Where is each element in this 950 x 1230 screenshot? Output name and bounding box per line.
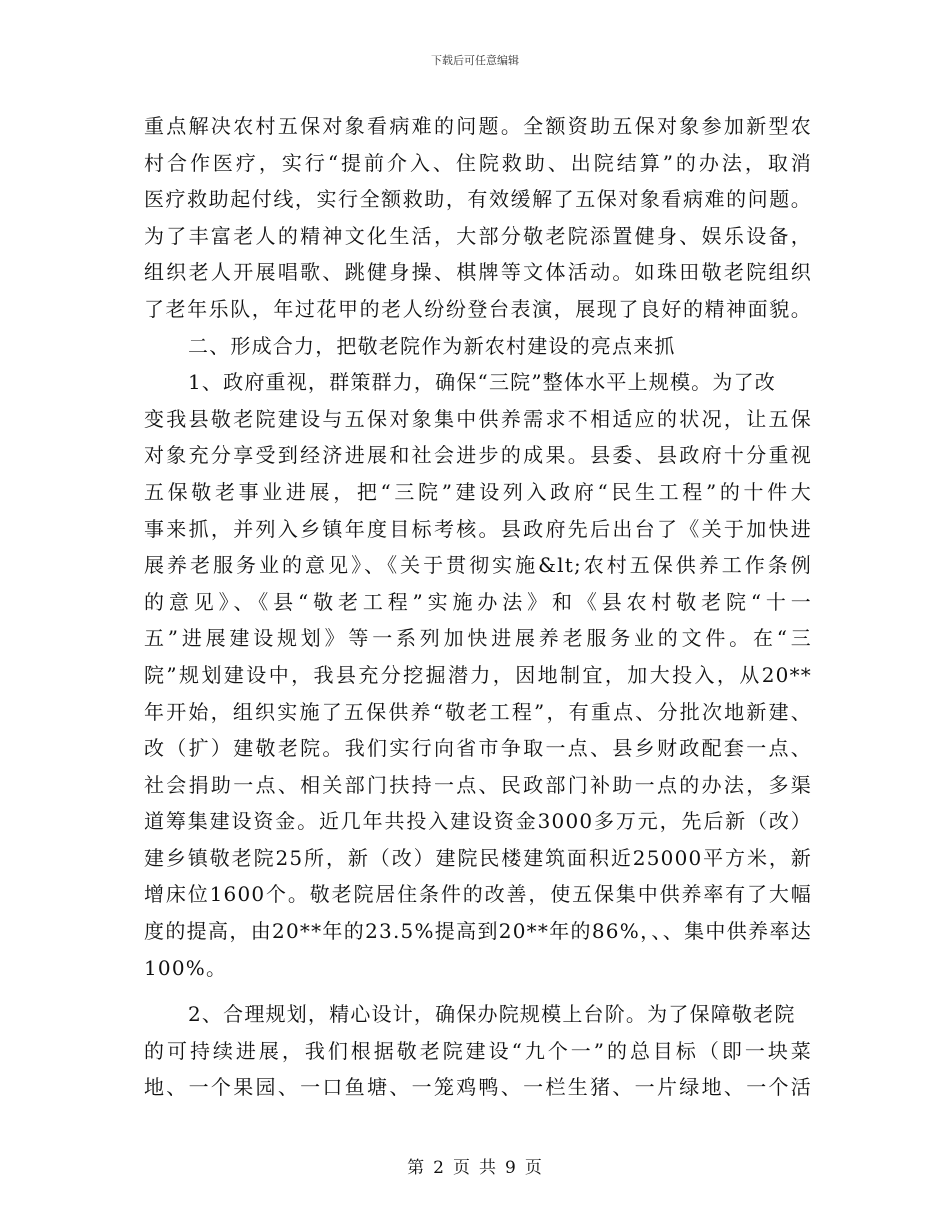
text-line: 医疗救助起付线，实行全额救助，有效缓解了五保对象看病难的问题。	[144, 187, 812, 212]
page-total-number: 9	[505, 1158, 517, 1178]
text-line: 展养老服务业的意见》、《关于贯彻实施&lt;农村五保供养工作条例	[144, 553, 812, 578]
text-line: 建乡镇敬老院25所，新（改）建院民楼建筑面积近25000平方米，新	[144, 845, 812, 870]
text-line: 地、一个果园、一口鱼塘、一笼鸡鸭、一栏生猪、一片绿地、一个活	[144, 1075, 812, 1100]
text-line: 改（扩）建敬老院。我们实行向省市争取一点、县乡财政配套一点、	[144, 736, 812, 761]
page-label-mid2: 共	[479, 1158, 497, 1178]
paragraph-2	[144, 364, 812, 986]
text-line: 年开始，组织实施了五保供养“敬老工程”，有重点、分批次地新建、	[144, 699, 812, 724]
text-line: 五保敬老事业进展，把“三院”建设列入政府“民生工程”的十件大	[144, 479, 812, 504]
page-header-note: 下载后可任意编辑	[431, 54, 519, 67]
text-line: 增床位1600个。敬老院居住条件的改善，使五保集中供养率有了大幅	[144, 882, 812, 907]
document-body	[144, 108, 812, 1106]
text-line: 村合作医疗，实行“提前介入、住院救助、出院结算”的办法，取消	[144, 150, 812, 175]
page-label-suffix: 页	[524, 1158, 543, 1178]
text-line: 院”规划建设中，我县充分挖掘潜力，因地制宜，加大投入，从20**	[144, 662, 812, 687]
page-current-number: 2	[433, 1158, 445, 1178]
text-line: 事来抓，并列入乡镇年度目标考核。县政府先后出台了《关于加快进	[144, 516, 812, 541]
text-line: 的可持续进展，我们根据敬老院建设“九个一”的总目标（即一块菜	[144, 1038, 812, 1063]
text-line: 2、合理规划，精心设计，确保办院规模上台阶。为了保障敬老院	[188, 1002, 796, 1027]
paragraph-1	[144, 108, 812, 328]
section-heading: 二、形成合力，把敬老院作为新农村建设的亮点来抓	[188, 333, 676, 358]
text-line: 的意见》、《县“敬老工程”实施办法》和《县农村敬老院“十一	[144, 589, 812, 614]
text-line: 100%。	[144, 955, 228, 980]
text-line: 组织老人开展唱歌、跳健身操、棋牌等文体活动。如珠田敬老院组织	[144, 260, 812, 285]
page-number-footer	[0, 1153, 950, 1178]
page-label-mid1: 页	[453, 1158, 471, 1178]
text-line: 对象充分享受到经济进展和社会进步的成果。县委、县政府十分重视	[144, 443, 812, 468]
paragraph-3	[144, 996, 812, 1106]
text-line: 道筹集建设资金。近几年共投入建设资金3000多万元，先后新（改）	[144, 809, 812, 834]
page-label-prefix: 第	[407, 1158, 426, 1178]
text-line: 社会捐助一点、相关部门扶持一点、民政部门补助一点的办法，多渠	[144, 772, 812, 797]
paragraph-gap	[144, 986, 812, 996]
text-line: 变我县敬老院建设与五保对象集中供养需求不相适应的状况，让五保	[144, 406, 812, 431]
text-line: 重点解决农村五保对象看病难的问题。全额资助五保对象参加新型农	[144, 114, 812, 138]
text-line: 五”进展建设规划》等一系列加快进展养老服务业的文件。在“三	[144, 626, 812, 651]
text-line: 1、政府重视，群策群力，确保“三院”整体水平上规模。为了改	[188, 370, 776, 395]
text-line: 度的提高，由20**年的23.5%提高到20**年的86%，、、集中供养率达	[144, 919, 812, 944]
text-line: 为了丰富老人的精神文化生活，大部分敬老院添置健身、娱乐设备，	[144, 223, 812, 248]
text-line: 了老年乐队，年过花甲的老人纷纷登台表演，展现了良好的精神面貌。	[144, 296, 812, 321]
